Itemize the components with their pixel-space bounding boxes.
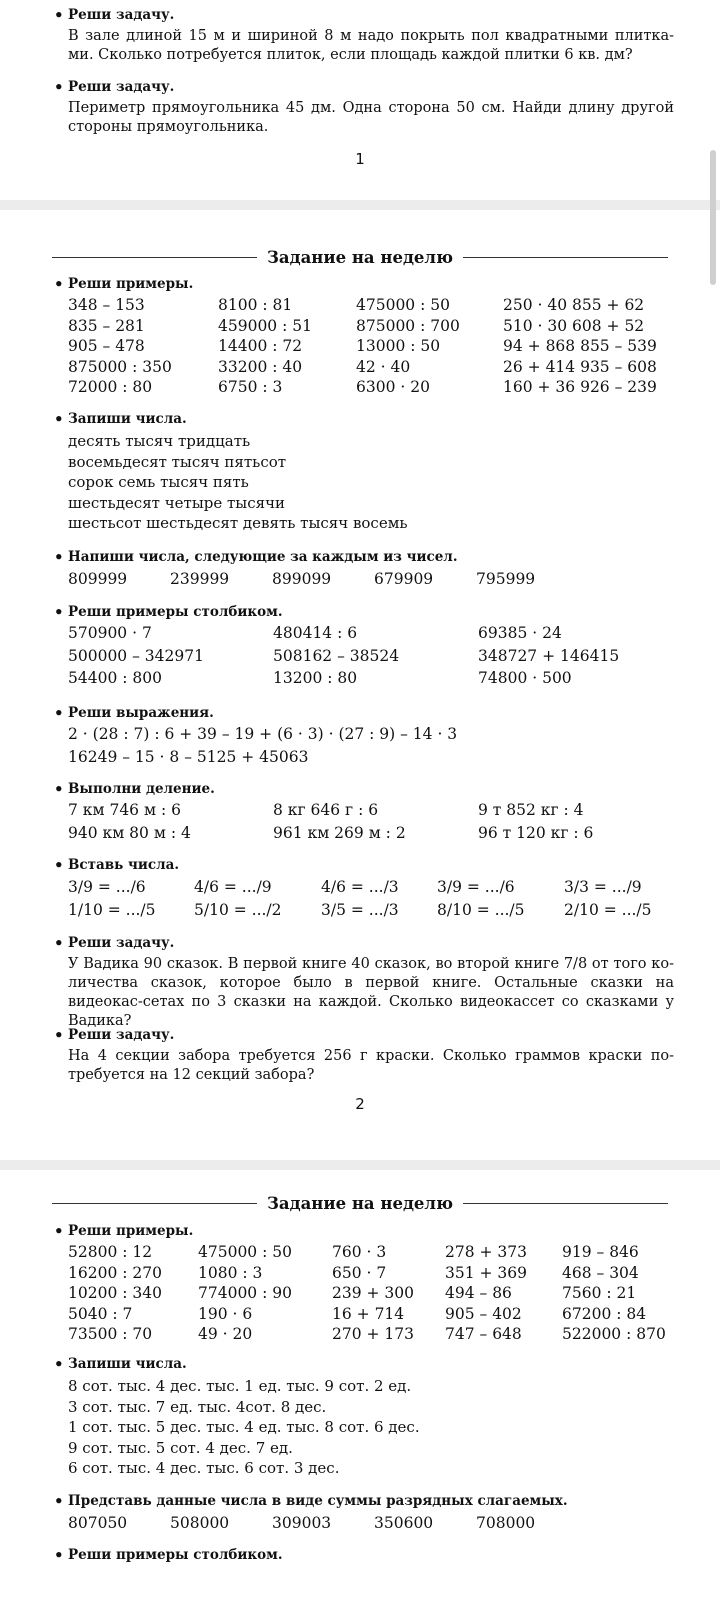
- task-title: • Запиши числа.: [54, 1355, 674, 1373]
- examples-grid: [54, 295, 674, 398]
- task-column-examples: [54, 1546, 674, 1564]
- example: 480414 : 6: [273, 624, 358, 642]
- task-title: • Запиши числа.: [54, 410, 674, 428]
- example: 570900 · 7: [68, 624, 152, 642]
- task-problem-tiles: [54, 6, 674, 65]
- example: 6300 · 20: [356, 378, 430, 396]
- task-problem-perimeter: [54, 78, 674, 137]
- page-gap: [0, 1160, 720, 1170]
- task-title: • Реши примеры.: [54, 275, 674, 293]
- example: 270 + 173: [332, 1325, 415, 1343]
- example: 760 · 3: [332, 1243, 387, 1261]
- task-title: • Реши задачу.: [54, 78, 674, 96]
- fraction-item: 3/9 = .../6: [68, 878, 146, 896]
- scrollbar-thumb[interactable]: [710, 150, 716, 285]
- task-title: • Напиши числа, следующие за каждым из чисел.: [54, 548, 674, 566]
- example: 67200 : 84: [562, 1304, 647, 1323]
- task-write-numbers: [54, 1355, 674, 1479]
- task-text: На 4 секции забора требуется 256 г краски. Сколько граммов краски по-требуется на 12 секций забора?: [68, 1048, 674, 1083]
- task-examples: [54, 275, 674, 398]
- numbers-list: [54, 431, 674, 534]
- list-item: 6 сот. тыс. 4 дес. тыс. 6 сот. 3 дес.: [68, 1459, 340, 1477]
- task-expressions: [54, 704, 674, 768]
- example: 459000 : 51: [218, 316, 312, 335]
- task-title: • Вставь числа.: [54, 856, 674, 874]
- example: 940 км 80 м : 4: [68, 823, 191, 842]
- number: 508000: [170, 1514, 230, 1532]
- example: 49 · 20: [198, 1325, 253, 1343]
- number: 239999: [170, 570, 230, 588]
- number: 309003: [272, 1514, 332, 1532]
- example: 905 – 402: [445, 1304, 522, 1323]
- example: 250 · 40 855 + 62: [503, 296, 645, 314]
- example: 494 – 86: [445, 1284, 512, 1302]
- page-2: [0, 210, 720, 1170]
- task-examples: [54, 1222, 674, 1345]
- section-title: Задание на неделю: [267, 248, 453, 267]
- list-item: шестьсот шестьдесят девять тысяч восемь: [68, 514, 408, 532]
- expression: 16249 – 15 · 8 – 5125 + 45063: [68, 747, 309, 766]
- example: 278 + 373: [445, 1243, 528, 1261]
- page-gap: [0, 200, 720, 210]
- example: 351 + 369: [445, 1263, 528, 1282]
- example: 13200 : 80: [273, 669, 358, 687]
- fractions-grid: [54, 876, 674, 921]
- example: 522000 : 870: [562, 1325, 666, 1343]
- numbers-list: [54, 1376, 674, 1479]
- page-3: [0, 1170, 720, 1600]
- list-item: 1 сот. тыс. 5 дес. тыс. 4 ед. тыс. 8 сот. 6 дес.: [68, 1418, 420, 1436]
- task-next-numbers: [54, 548, 674, 590]
- example: 16200 : 270: [68, 1263, 162, 1282]
- number: 708000: [476, 1514, 536, 1532]
- fraction-item: 5/10 = .../2: [194, 900, 282, 919]
- example: 26 + 414 935 – 608: [503, 357, 657, 376]
- list-item: десять тысяч тридцать: [68, 432, 251, 450]
- fraction-item: 4/6 = .../9: [194, 878, 272, 896]
- task-title: • Реши примеры столбиком.: [54, 1546, 674, 1564]
- example: 961 км 269 м : 2: [273, 823, 406, 842]
- example: 239 + 300: [332, 1284, 415, 1302]
- task-problem-paint: [54, 1026, 674, 1085]
- example: 905 – 478: [68, 337, 145, 355]
- task-division: [54, 780, 674, 844]
- numbers-row: [54, 568, 674, 590]
- example: 475000 : 50: [356, 296, 450, 314]
- expressions: [54, 723, 674, 768]
- example: 33200 : 40: [218, 357, 303, 376]
- example: 1080 : 3: [198, 1263, 263, 1282]
- task-title: • Реши примеры.: [54, 1222, 674, 1240]
- list-item: сорок семь тысяч пять: [68, 473, 249, 491]
- example: 5040 : 7: [68, 1304, 133, 1323]
- task-problem-fairy-tales: [54, 934, 674, 1031]
- task-title: • Реши задачу.: [54, 6, 674, 24]
- example: 160 + 36 926 – 239: [503, 378, 657, 396]
- numbers-row: [54, 1512, 674, 1534]
- number: 795999: [476, 570, 536, 588]
- divider: [52, 1203, 257, 1204]
- list-item: восемьдесят тысяч пятьсот: [68, 452, 287, 471]
- example: 7560 : 21: [562, 1284, 637, 1302]
- task-column-examples: [54, 603, 674, 690]
- expression: 2 · (28 : 7) : 6 + 39 – 19 + (6 · 3) · (27 : 9) – 14 · 3: [68, 725, 458, 743]
- task-text: В зале длиной 15 м и шириной 8 м надо покрыть пол квадратными плитка-ми. Сколько потребуется плиток, если площадь каждой плитки 6 кв. дм?: [68, 28, 674, 63]
- example: 72000 : 80: [68, 378, 153, 396]
- section-header: [52, 1194, 668, 1213]
- example: 69385 · 24: [478, 624, 562, 642]
- task-title: • Реши выражения.: [54, 704, 674, 722]
- task-text: Периметр прямоугольника 45 дм. Одна сторона 50 см. Найди длину другой стороны прямоугольника.: [68, 100, 674, 135]
- number: 809999: [68, 570, 128, 588]
- example: 919 – 846: [562, 1243, 639, 1261]
- list-item: 8 сот. тыс. 4 дес. тыс. 1 ед. тыс. 9 сот. 2 ед.: [68, 1377, 412, 1395]
- examples-grid: [54, 1242, 674, 1345]
- section-title: Задание на неделю: [267, 1194, 453, 1213]
- example: 74800 · 500: [478, 669, 572, 687]
- example: 8 кг 646 г : 6: [273, 801, 379, 819]
- task-place-value-sums: [54, 1492, 674, 1534]
- section-header: [52, 248, 668, 267]
- page-number: 2: [355, 1095, 365, 1113]
- example: 96 т 120 кг : 6: [478, 823, 594, 842]
- number: 899099: [272, 570, 332, 588]
- example: 510 · 30 608 + 52: [503, 316, 645, 335]
- example: 52800 : 12: [68, 1243, 153, 1261]
- example: 774000 : 90: [198, 1284, 292, 1302]
- list-item: шестьдесят четыре тысячи: [68, 493, 286, 512]
- number: 350600: [374, 1514, 434, 1532]
- list-item: 3 сот. тыс. 7 ед. тыс. 4сот. 8 дес.: [68, 1397, 327, 1416]
- division-grid: [54, 799, 674, 844]
- example: 348 – 153: [68, 296, 145, 314]
- task-title: • Представь данные числа в виде суммы разрядных слагаемых.: [54, 1492, 674, 1510]
- example: 16 + 714: [332, 1304, 405, 1323]
- example: 508162 – 38524: [273, 646, 400, 665]
- example: 9 т 852 кг : 4: [478, 801, 584, 819]
- task-title: • Реши примеры столбиком.: [54, 603, 674, 621]
- fraction-item: 4/6 = .../3: [321, 878, 399, 896]
- fraction-item: 3/9 = .../6: [437, 878, 515, 896]
- page-1: [0, 0, 720, 200]
- fraction-item: 1/10 = .../5: [68, 900, 156, 919]
- example: 500000 – 342971: [68, 646, 204, 665]
- number: 807050: [68, 1514, 128, 1532]
- example: 747 – 648: [445, 1325, 522, 1343]
- task-text: У Вадика 90 сказок. В первой книге 40 сказок, во второй книге 7/8 от того ко-личества сказок, которое было в первой книге. Остальные сказки на видеокас-сетах по 3 сказки на каждой. Сколько видеокассет со сказками у Вадика?: [68, 956, 674, 1029]
- list-item: 9 сот. тыс. 5 сот. 4 дес. 7 ед.: [68, 1438, 293, 1457]
- example: 650 · 7: [332, 1263, 387, 1282]
- divider: [463, 257, 668, 258]
- example: 875000 : 350: [68, 357, 172, 376]
- page-number: 1: [355, 150, 365, 168]
- example: 835 – 281: [68, 316, 145, 335]
- divider: [463, 1203, 668, 1204]
- number: 679909: [374, 570, 434, 588]
- task-title: • Реши задачу.: [54, 934, 674, 952]
- task-write-numbers: [54, 410, 674, 534]
- example: 348727 + 146415: [478, 646, 620, 665]
- column-grid: [54, 622, 674, 690]
- example: 14400 : 72: [218, 337, 303, 355]
- example: 190 · 6: [198, 1304, 253, 1323]
- example: 875000 : 700: [356, 316, 460, 335]
- example: 10200 : 340: [68, 1284, 162, 1302]
- fraction-item: 3/3 = .../9: [564, 878, 642, 896]
- example: 468 – 304: [562, 1263, 639, 1282]
- example: 73500 : 70: [68, 1325, 153, 1343]
- example: 13000 : 50: [356, 337, 441, 355]
- example: 94 + 868 855 – 539: [503, 337, 657, 355]
- task-title: • Выполни деление.: [54, 780, 674, 798]
- fraction-item: 8/10 = .../5: [437, 900, 525, 919]
- fraction-item: 3/5 = .../3: [321, 900, 399, 919]
- task-title: • Реши задачу.: [54, 1026, 674, 1044]
- example: 54400 : 800: [68, 669, 162, 687]
- example: 42 · 40: [356, 357, 411, 376]
- example: 7 км 746 м : 6: [68, 801, 181, 819]
- example: 6750 : 3: [218, 378, 283, 396]
- task-insert-numbers: [54, 856, 674, 921]
- example: 475000 : 50: [198, 1243, 292, 1261]
- fraction-item: 2/10 = .../5: [564, 900, 652, 919]
- divider: [52, 257, 257, 258]
- example: 8100 : 81: [218, 296, 293, 314]
